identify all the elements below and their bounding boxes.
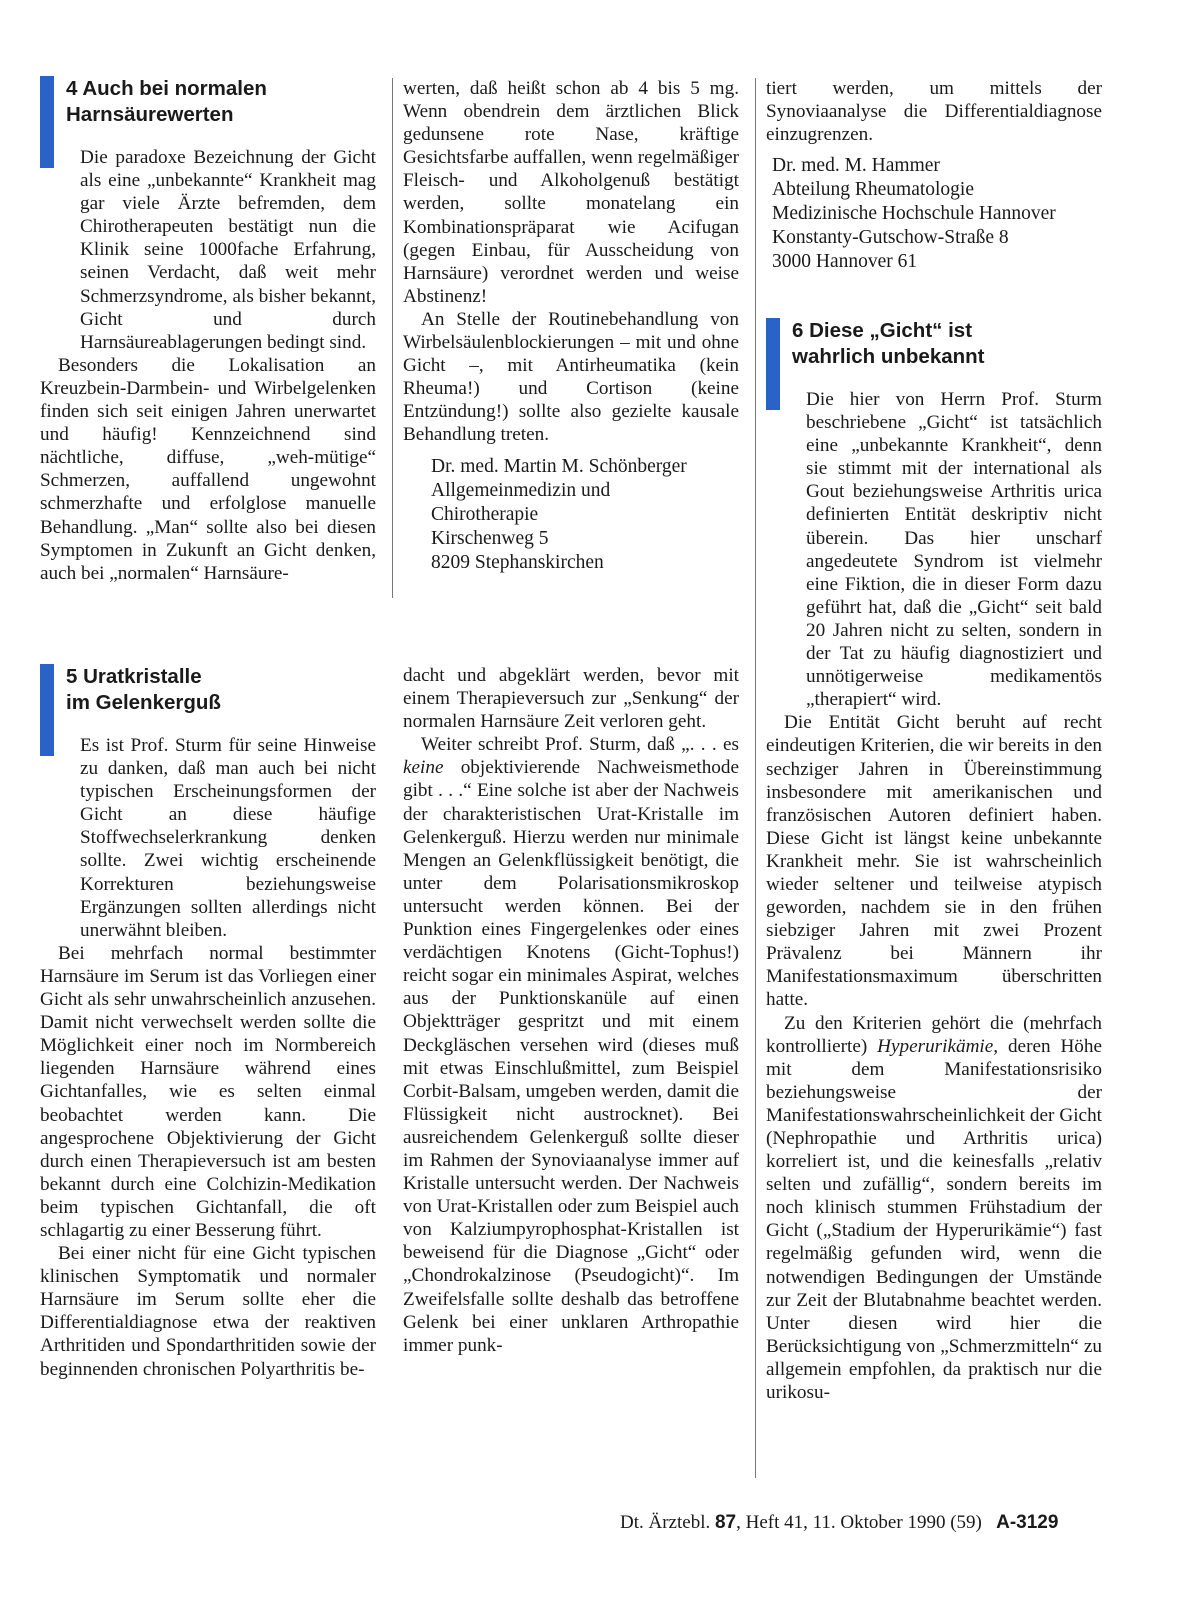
paragraph: Die paradoxe Bezeichnung der Gicht als eine „unbekannte“ Krankheit mag gar viele Ärzte befremden, dem Chirotherapeuten bestätigt nun die Klinik seine 1000fache Erfahrung, seinen Verdacht, daß weit mehr Schmerzsyndrome, als bisher bekannt, Gicht und durch Harnsäureablagerungen bedingt sind.	[80, 147, 376, 353]
section-5-start	[40, 664, 376, 1381]
issue-info: , Heft 41, 11. Oktober 1990 (59)	[736, 1512, 982, 1533]
author-line: Konstanty-Gutschow-Straße 8	[772, 227, 1009, 249]
section-6	[766, 318, 1102, 1404]
page-number: A-3129	[996, 1512, 1059, 1533]
author-line: Kirschenweg 5	[431, 527, 549, 549]
paragraph: Die Entität Gicht beruht auf recht eindeutigen Kriterien, die wir bereits in den sechziger Jahren in Übereinstimmung insbesondere mit amerikanischen und französischen Autoren definiert haben. Diese Gicht ist längst keine unbekannte Krankheit mehr. Sie ist wahrscheinlich wieder seltener und teilweise atypisch geworden, nachdem sie in den frühen siebziger Jahren mit zwei Prozent Prävalenz bei Männern ihr Manifestationsmaximum überschritten hatte.	[766, 712, 1102, 1011]
section-title-line1: Diese „Gicht“ ist	[809, 319, 973, 342]
paragraph: tiert werden, um mittels der Synoviaanalyse die Differentialdiagnose einzugrenzen.	[766, 78, 1102, 146]
journal-name: Dt. Ärztebl.	[620, 1512, 715, 1533]
section-accent-bar	[766, 318, 780, 410]
section-title-line2: wahrlich unbekannt	[792, 345, 985, 368]
section-number: 6	[792, 319, 804, 342]
author-line: 3000 Hannover 61	[772, 251, 918, 273]
paragraph: dacht und abgeklärt werden, bevor mit einem Therapieversuch zur „Senkung“ der normalen Harnsäure Zeit verloren geht.	[403, 665, 739, 733]
section-accent-bar	[40, 76, 54, 168]
paragraph: An Stelle der Routinebehandlung von Wirbelsäulenblockierungen – mit und ohne Gicht –, mit Antirheumatika (kein Rheuma!) und Cortison (keine Entzündung!) sollte also gezielte kausale Behandlung treten.	[403, 308, 739, 446]
section-6-heading	[766, 318, 1102, 410]
author-signature	[766, 154, 1102, 274]
paragraph: Zu den Kriterien gehört die (mehrfach kontrollierte) Hyperurikämie, deren Höhe mit dem Manifestationsrisiko beziehungsweise der Manifestationswahrscheinlichkeit der Gicht (Nephropathie und Arthritis urica) korreliert ist, und die keinesfalls „relativ selten und zufällig“, sondern bereits im noch klinisch stummen Frühstadium der Gicht („Stadium der Hyperurikämie“) fast regelmäßig gefunden wird, wenn die notwendigen Bedingungen der Umstände zur Zeit der Blutabnahme beachtet werden. Unter diesen wird hier die Berücksichtigung von „Schmerzmitteln“ zu allgemein empfohlen, da praktisch nur die urikosu-	[766, 1012, 1103, 1404]
column-rule-right	[755, 78, 756, 1478]
section-5-end	[766, 77, 1102, 274]
author-line: Dr. med. Martin M. Schönberger	[431, 455, 687, 477]
volume-number: 87	[714, 1512, 737, 1533]
column-rule-left	[392, 78, 393, 598]
page-footer	[620, 1512, 1058, 1534]
section-title-line2: im Gelenkerguß	[66, 691, 221, 714]
author-line: Medizinische Hochschule Hannover	[772, 203, 1056, 225]
section-4-start	[40, 76, 376, 585]
paragraph: Es ist Prof. Sturm für seine Hinweise zu danken, daß man auch bei nicht typischen Erscheinungsformen der Gicht an diese häufige Stoffwechselerkrankung denken sollte. Zwei wichtig erscheinende Korrekturen beziehungsweise Ergänzungen sollten allerdings nicht unerwähnt bleiben.	[80, 735, 376, 941]
paragraph: Die hier von Herrn Prof. Sturm beschriebene „Gicht“ ist tatsächlich eine „unbekannte Krankheit“, denn sie stimmt mit der international als Gout beziehungsweise Arthritis urica definierten Entität deskriptiv nicht überein. Das hier unscharf angedeutete Syndrom ist vielmehr eine Fiktion, die in dieser Form dazu geführt hat, daß die „Gicht“ seit bald 20 Jahren nicht zu selten, sondern in der Tat zu häufig diagnostiziert und unnötigerweise medikamentös „therapiert“ wird.	[806, 389, 1102, 711]
section-4-continued	[403, 77, 739, 575]
author-line: 8209 Stephanskirchen	[431, 551, 604, 573]
section-4-heading	[40, 76, 376, 168]
section-5-heading	[40, 664, 376, 756]
section-number: 4	[66, 77, 78, 100]
section-title-line2: Harnsäurewerten	[66, 103, 234, 126]
paragraph: werten, daß heißt schon ab 4 bis 5 mg. Wenn obendrein dem ärztlichen Blick gedunsene rote Nase, kräftige Gesichtsfarbe auffallen, wenn regelmäßiger Fleisch- und Alkoholgenuß bestätigt werden, sollte monatelang ein Kombinationspräparat wie Acifugan (gegen Einbau, für Ausscheidung von Harnsäure) verordnet werden und weise Abstinenz!	[403, 78, 739, 307]
section-number: 5	[66, 665, 78, 688]
author-line: Dr. med. M. Hammer	[772, 155, 940, 177]
author-signature	[403, 455, 739, 575]
section-5-continued	[403, 664, 739, 1357]
section-title-line1: Auch bei normalen	[82, 77, 267, 100]
paragraph: Besonders die Lokalisation an Kreuzbein-Darmbein- und Wirbelgelenken finden sich seit einigen Jahren unerwartet und häufig! Kennzeichnend sind nächtliche, diffuse, „weh-mütige“ Schmerzen, auffallend ungewohnt schmerzhafte und erfolglose manuelle Behandlung. „Man“ sollte also bei diesen Symptomen in Zukunft an Gicht denken, auch bei „normalen“ Harnsäure-	[40, 354, 376, 584]
paragraph: Weiter schreibt Prof. Sturm, daß „. . . es keine objektivierende Nachweismethode gibt . . .“ Eine solche ist aber der Nachweis der charakteristischen Urat-Kristalle im Gelenkerguß. Hierzu werden nur minimale Mengen an Gelenkflüssigkeit benötigt, die unter dem Polarisationsmikroskop untersucht werden können. Bei der Punktion eines Fingergelenkes oder eines verdächtigen Knotens (Gicht-Tophus!) reicht sogar ein minimales Aspirat, welches aus der Punktionskanüle auf einen Objektträger gespritzt und mit einem Deckgläschen versehen wird (dieses muß mit etwas Einschlußmittel, zum Beispiel Corbit-Balsam, umgeben werden, damit die Flüssigkeit nicht austrocknet). Bei ausreichendem Gelenkerguß sollte dieser im Rahmen der Synoviaanalyse immer auf Kristalle untersucht werden. Der Nachweis von Urat-Kristallen oder zum Beispiel auch von Kalziumpyrophosphat-Kristallen ist beweisend für die Diagnose „Gicht“ oder „Chondrokalzinose (Pseudogicht)“. Im Zweifelsfalle sollte deshalb das betroffene Gelenk bei einer unklaren Arthropathie immer punk-	[403, 734, 739, 1356]
author-line: Chirotherapie	[431, 503, 539, 525]
author-line: Allgemeinmedizin und	[431, 479, 611, 501]
section-title-line1: Uratkristalle	[83, 665, 202, 688]
paragraph: Bei mehrfach normal bestimmter Harnsäure im Serum ist das Vorliegen einer Gicht als sehr unwahrscheinlich anzusehen. Damit nicht verwechselt werden sollte die Möglichkeit einer noch im Normbereich liegenden Harnsäure während eines Gichtanfalles, wie es selten einmal beobachtet werden kann. Die angesprochene Objektivierung der Gicht durch einen Therapieversuch ist am besten bekannt durch eine Colchizin-Medikation beim typischen Gichtanfall, die oft schlagartig zu einer Besserung führt.	[40, 942, 376, 1241]
author-line: Abteilung Rheumatologie	[772, 179, 975, 201]
section-accent-bar	[40, 664, 54, 756]
paragraph: Bei einer nicht für eine Gicht typischen klinischen Symptomatik und normaler Harnsäure im Serum sollte eher die Differentialdiagnose etwa der reaktiven Arthritiden und Spondarthritiden sowie der beginnenden chronischen Polyarthritis be-	[40, 1243, 376, 1380]
